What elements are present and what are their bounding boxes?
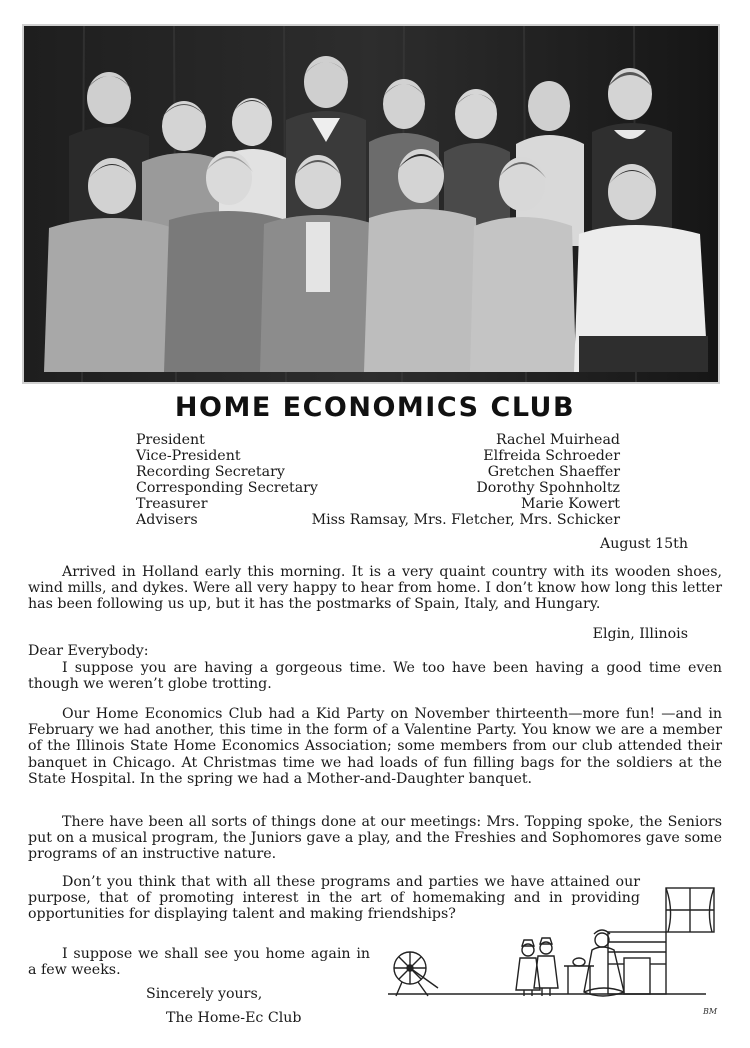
officer-row [136, 432, 620, 448]
officer-role: Recording Secretary [136, 464, 285, 480]
letter-place: Elgin, Illinois [592, 626, 688, 642]
officer-row [136, 496, 620, 512]
officer-row [136, 464, 620, 480]
officers-list [136, 432, 620, 528]
officer-name: Miss Ramsay, Mrs. Fletcher, Mrs. Schicker [311, 512, 620, 528]
officer-role: Advisers [136, 512, 198, 528]
officer-role: President [136, 432, 205, 448]
club-title: HOME ECONOMICS CLUB [174, 392, 576, 423]
letter-closing: Sincerely yours, [146, 986, 263, 1002]
letter-salutation: Dear Everybody: [28, 643, 149, 659]
letter-signature: The Home-Ec Club [166, 1010, 302, 1026]
letter-paragraph-3: There have been all sorts of things done at our meetings: Mrs. Topping spoke, the Seniors put on a musical program, the Juniors gave a play, and the Freshies and Sophomores gave some programs of an instructive nature. [28, 814, 722, 863]
illustrator-mark: BM [703, 1007, 718, 1016]
officer-role: Vice-President [136, 448, 241, 464]
officer-row [136, 480, 620, 496]
letter-paragraph-4: Don’t you think that with all these programs and parties we have attained our purpose, that of promoting interest in the art of homemaking and in providing opportunities for displaying talent and making friendships? [28, 874, 640, 923]
group-photo-image [24, 26, 718, 382]
homemaking-illustration [388, 884, 718, 1018]
homemaking-illustration-drawing [388, 884, 718, 1014]
letter-date: August 15th [600, 536, 688, 552]
officer-role: Treasurer [136, 496, 208, 512]
officer-name: Elfreida Schroeder [483, 448, 620, 464]
officer-row [136, 512, 620, 528]
officer-name: Rachel Muirhead [495, 432, 620, 448]
group-photo [22, 24, 720, 384]
officer-role: Corresponding Secretary [136, 480, 318, 496]
letter-paragraph-5: I suppose we shall see you home again in a few weeks. [28, 946, 370, 979]
letter-paragraph-2: Our Home Economics Club had a Kid Party on November thirteenth—more fun! —and in February we had another, this time in the form of a Valentine Party. You know we are a member of the Illinois State Home Economics Association; some members from our club attended their banquet in Chicago. At Christmas time we had loads of fun filling bags for the soldiers at the State Hospital. In the spring we had a Mother-and-Daughter banquet. [28, 706, 722, 787]
officer-name: Gretchen Shaeffer [487, 464, 620, 480]
letter-intro: Arrived in Holland early this morning. It is a very quaint country with its wooden shoes, wind mills, and dykes. Were all very happy to hear from home. I don’t know how long this letter has been following us up, but it has the postmarks of Spain, Italy, and Hungary. [28, 564, 722, 613]
officer-row [136, 448, 620, 464]
letter-paragraph-1: I suppose you are having a gorgeous time. We too have been having a good time even though we weren’t globe trotting. [28, 660, 722, 693]
officer-name: Dorothy Spohnholtz [476, 480, 620, 496]
officer-name: Marie Kowert [521, 496, 620, 512]
